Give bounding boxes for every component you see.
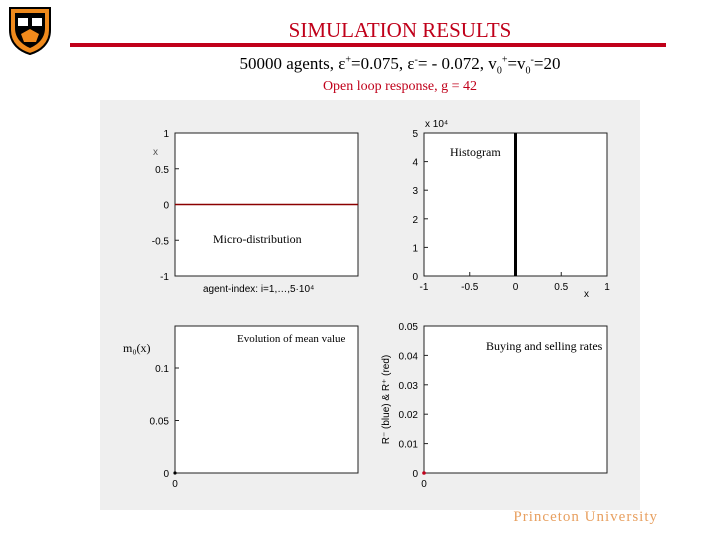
mean-xtick-label: 0: [172, 479, 178, 490]
rates-ytick-label: 0: [412, 469, 418, 480]
micro-ytick-label: -0.5: [151, 236, 169, 248]
histogram-xtick-label: -1: [419, 282, 429, 293]
histogram-ytick-label: 0: [412, 272, 418, 283]
micro-ytick-label: 0: [163, 200, 169, 212]
histogram-label: Histogram: [450, 145, 501, 159]
simulation-parameters: 50000 agents, ε+=0.075, ε-= - 0.072, $v_0^+=v_0^-=20$: [239, 54, 561, 77]
rates-xtick-label: 0: [421, 479, 427, 490]
slide-title: SIMULATION RESULTS: [288, 18, 512, 42]
histogram-bar: [514, 133, 517, 276]
rates-ytick-label: 0.04: [398, 351, 418, 363]
histogram-ytick-label: 2: [412, 214, 418, 226]
histogram-xtick-label: 1: [604, 282, 610, 293]
micro-distribution-label: Micro-distribution: [213, 232, 302, 246]
mean-ytick-label: 0.1: [155, 364, 169, 375]
histogram-xlabel: x: [584, 289, 589, 300]
rates-ytick-label: 0.05: [398, 322, 418, 333]
rates-ylabel: R⁻ (blue) & R⁺ (red): [381, 354, 392, 445]
micro-ytick-label: -1: [160, 272, 169, 283]
mean-data-point: [173, 471, 176, 474]
histogram-xtick-label: 0: [512, 282, 519, 293]
histogram-ytick-label: 4: [412, 157, 418, 169]
mean-value-label: Evolution of mean value: [237, 333, 346, 345]
rates-ytick-label: 0.01: [398, 439, 418, 451]
micro-ytick-label: 1: [163, 129, 169, 140]
open-loop-caption: Open loop response, g = 42: [322, 79, 478, 94]
histogram-ytick-label: 5: [412, 129, 418, 140]
mean-ytick-label: 0: [163, 469, 169, 480]
histogram-xtick-label: -0.5: [461, 282, 479, 293]
footer-institution: Princeton University: [513, 509, 658, 525]
rates-ytick-label: 0.03: [398, 380, 418, 392]
rates-data-point: [422, 471, 426, 475]
rates-ytick-label: 0.02: [398, 410, 418, 422]
micro-xlabel: agent-index: i=1,…,5·10⁴: [203, 284, 315, 295]
rates-label: Buying and selling rates: [486, 339, 603, 353]
histogram-ytick-label: 1: [412, 243, 418, 255]
micro-ytick-label: 0.5: [155, 164, 169, 176]
mean-ylabel: m₀(x): [123, 341, 151, 355]
histogram-ytick-label: 3: [412, 186, 418, 198]
mean-ytick-label: 0.05: [149, 416, 169, 428]
mean-value-frame: [175, 326, 358, 473]
histogram-exponent: x 10⁴: [425, 119, 449, 130]
micro-ylabel: x: [153, 147, 158, 158]
histogram-xtick-label: 0.5: [554, 282, 569, 293]
